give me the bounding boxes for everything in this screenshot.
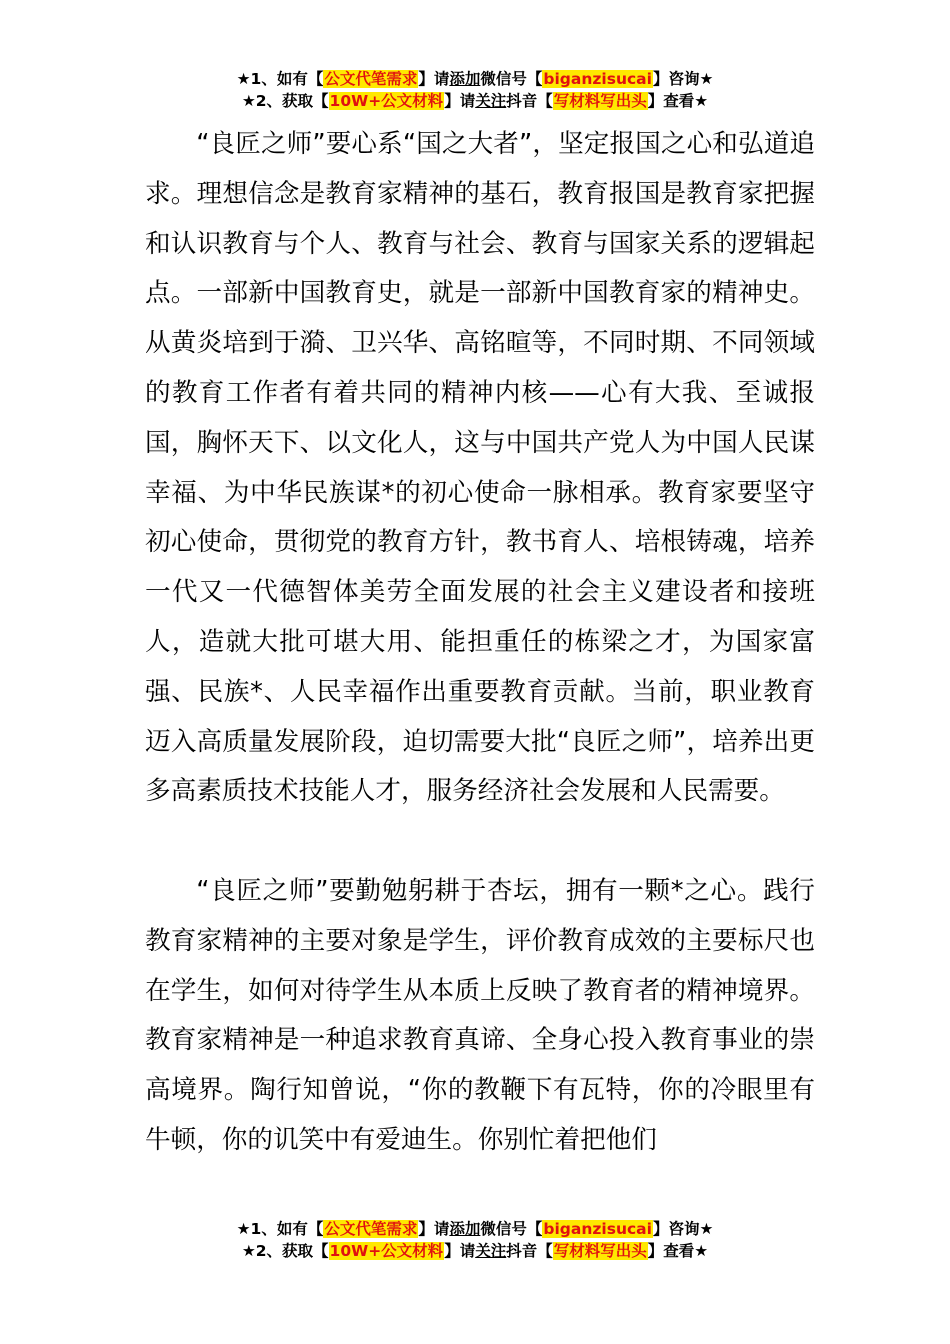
highlight-wechat-id: biganzisucai bbox=[543, 1220, 652, 1238]
highlight-material-label: 10W+公文材料 bbox=[329, 1242, 444, 1260]
highlight-service-label: 公文代笔需求 bbox=[324, 70, 418, 88]
footer-promo-line-2: ★2、获取【10W+公文材料】请关注抖音【写材料写出头】查看★ bbox=[241, 1242, 709, 1260]
header-promo bbox=[0, 68, 950, 112]
article-body bbox=[145, 120, 815, 1166]
highlight-service-label: 公文代笔需求 bbox=[324, 1220, 418, 1238]
paragraph-2: “良匠之师”要勤勉躬耕于杏坛，拥有一颗*之心。践行教育家精神的主要对象是学生，评价教育成效的主要标尺也在学生，如何对待学生从本质上反映了教育者的精神境界。教育家精神是一种追求教育真谛、全身心投入教育事业的崇高境界。陶行知曾说，“你的教鞭下有瓦特，你的冷眼里有牛顿，你的讥笑中有爱迪生。你别忙着把他们 bbox=[145, 875, 815, 1155]
footer-promo bbox=[0, 1218, 950, 1262]
paragraph-1: “良匠之师”要心系“国之大者”，坚定报国之心和弘道追求。理想信念是教育家精神的基石，教育报国是教育家把握和认识教育与个人、教育与社会、教育与国家关系的逻辑起点。一部新中国教育史，就是一部新中国教育家的精神史。从黄炎培到于漪、卫兴华、高铭暄等，不同时期、不同领域的教育工作者有着共同的精神内核——心有大我、至诚报国，胸怀天下、以文化人，这与中国共产党人为中国人民谋幸福、为中华民族谋*的初心使命一脉相承。教育家要坚守初心使命，贯彻党的教育方针，教书育人、培根铸魂，培养一代又一代德智体美劳全面发展的社会主义建设者和接班人，造就大批可堪大用、能担重任的栋梁之才，为国家富强、民族*、人民幸福作出重要教育贡献。当前，职业教育迈入高质量发展阶段，迫切需要大批“良匠之师”，培养出更多高素质技术技能人才，服务经济社会发展和人民需要。 bbox=[145, 129, 815, 807]
header-promo-line-1: ★1、如有【公文代笔需求】请添加微信号【biganzisucai】咨询★ bbox=[236, 70, 714, 88]
highlight-wechat-id: biganzisucai bbox=[543, 70, 652, 88]
footer-promo-line-1: ★1、如有【公文代笔需求】请添加微信号【biganzisucai】咨询★ bbox=[236, 1220, 714, 1238]
highlight-douyin-account: 写材料写出头 bbox=[553, 92, 647, 110]
highlight-douyin-account: 写材料写出头 bbox=[553, 1242, 647, 1260]
highlight-material-label: 10W+公文材料 bbox=[329, 92, 444, 110]
header-promo-line-2: ★2、获取【10W+公文材料】请关注抖音【写材料写出头】查看★ bbox=[241, 92, 709, 110]
